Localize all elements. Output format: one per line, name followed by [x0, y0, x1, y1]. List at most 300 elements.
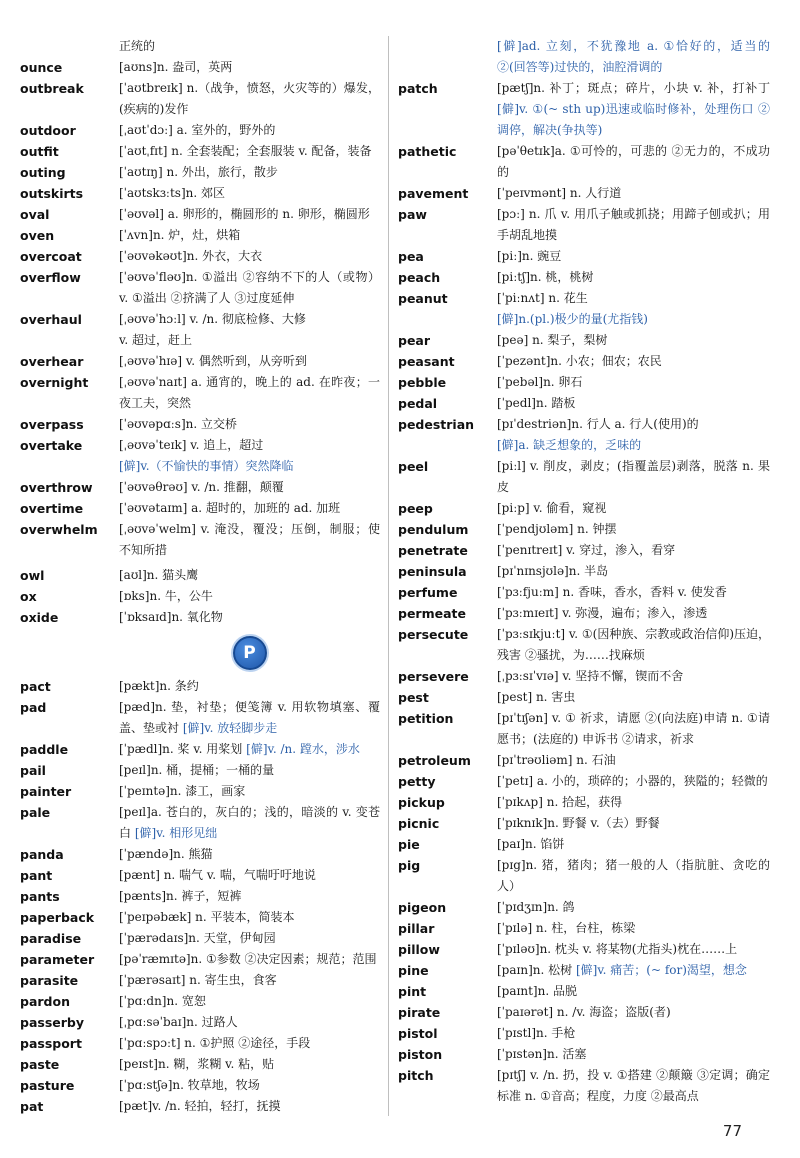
headword: peasant — [398, 354, 455, 369]
definition-text: [ˈpɪlə] n. 柱，台柱，栋梁 — [497, 921, 636, 935]
dictionary-entry — [20, 309, 380, 330]
definition — [119, 246, 380, 267]
headword: paddle — [20, 742, 69, 757]
headword: patch — [398, 81, 438, 96]
definition — [497, 666, 770, 687]
dictionary-entry — [398, 1065, 770, 1107]
headword: paperback — [20, 910, 95, 925]
definition — [497, 960, 770, 981]
definition — [119, 267, 380, 309]
dictionary-entry — [398, 372, 770, 393]
dictionary-entry — [398, 204, 770, 246]
definition-text: [ˌpɜːsɪˈvɪə] v. 坚持不懈，锲而不舍 — [497, 669, 684, 683]
dictionary-entry — [20, 697, 380, 739]
dictionary-entry — [398, 687, 770, 708]
entries-o — [20, 57, 380, 628]
definition-text: [pɪg]n. 猪，猪肉；猪一般的人（指肮脏、贪吃的人） — [497, 858, 770, 893]
definition — [497, 1065, 770, 1107]
definition — [119, 372, 380, 414]
headword: pillar — [398, 921, 435, 936]
definition-text: [ˈpedl]n. 踏板 — [497, 396, 576, 410]
dictionary-entry — [398, 540, 770, 561]
headword: ox — [20, 589, 37, 604]
definition-text: [pæt]v. /n. 轻拍，轻打，抚摸 — [119, 1099, 281, 1113]
dictionary-entry — [20, 162, 380, 183]
dictionary-entry — [20, 204, 380, 225]
definition — [119, 991, 380, 1012]
headword: parasite — [20, 973, 79, 988]
dictionary-entry — [398, 498, 770, 519]
definition — [119, 519, 380, 561]
dictionary-entry — [20, 1054, 380, 1075]
definition-text: [pætʃ]n. 补丁；斑点；碎片，小块 v. 补，打补丁 — [497, 81, 770, 95]
lead-text: 正统的 — [119, 39, 156, 53]
dictionary-entry — [398, 582, 770, 603]
dictionary-entry-continuation — [20, 456, 380, 477]
dictionary-entry — [398, 834, 770, 855]
headword: parameter — [20, 952, 95, 967]
definition-text: [ˈpɪstən]n. 活塞 — [497, 1047, 587, 1061]
definition — [497, 981, 770, 1002]
definition-text: [pəˈθetɪk]a. ①可怜的，可悲的 ②无力的，不成功的 — [497, 144, 770, 179]
definition-text: [ˈpɑːstʃə]n. 牧草地，牧场 — [119, 1078, 260, 1092]
definition — [497, 582, 770, 603]
definition-text: [pɪˈtrəʊliəm] n. 石油 — [497, 753, 616, 767]
definition — [497, 246, 770, 267]
dictionary-entry — [20, 477, 380, 498]
headword: pat — [20, 1099, 44, 1114]
definition — [119, 414, 380, 435]
dictionary-entry — [20, 246, 380, 267]
headword: pistol — [398, 1026, 438, 1041]
dictionary-entry — [398, 1023, 770, 1044]
definition — [497, 792, 770, 813]
dictionary-entry — [398, 771, 770, 792]
dictionary-entry — [20, 781, 380, 802]
definition-text: [ˈaʊtˌfɪt] n. 全套装配；全套服装 v. 配备，装备 — [119, 144, 372, 158]
definition-text: [pɪˈnɪnsjʊlə]n. 半岛 — [497, 564, 609, 578]
headword: pigeon — [398, 900, 447, 915]
definition-text: [piː]n. 豌豆 — [497, 249, 562, 263]
headword: pavement — [398, 186, 469, 201]
definition-text: [ˈɒksaɪd]n. 氧化物 — [119, 610, 223, 624]
headword: pitch — [398, 1068, 434, 1083]
definition — [119, 162, 380, 183]
dictionary-entry — [20, 1075, 380, 1096]
definition-text: [pɪtʃ] v. /n. 扔，投 v. ①搭建 ②颠簸 ③定调；确定标准 n. ①音高；程度，力度 ②最高点 — [497, 1068, 770, 1103]
definition — [497, 897, 770, 918]
headword: penetrate — [398, 543, 468, 558]
dictionary-entry — [398, 351, 770, 372]
definition-text: [ˌəʊvəˈnaɪt] a. 通宵的，晚上的 ad. 在昨夜；一夜工夫，突然 — [119, 375, 380, 410]
headword: pendulum — [398, 522, 469, 537]
left-column — [20, 36, 380, 1117]
dictionary-entry-continuation — [398, 435, 770, 456]
definition — [497, 288, 770, 309]
headword: overnight — [20, 375, 89, 390]
definition-text: [ˈpaɪərət] n. /v. 海盗；盗版(者) — [497, 1005, 671, 1019]
dictionary-entry — [20, 57, 380, 78]
definition — [497, 855, 770, 897]
definition — [497, 750, 770, 771]
dictionary-entry — [20, 928, 380, 949]
definition-text: [ˈpændə]n. 熊猫 — [119, 847, 213, 861]
definition — [497, 414, 770, 435]
headword: pail — [20, 763, 46, 778]
dictionary-entry — [20, 886, 380, 907]
definition-text: [aʊns]n. 盎司，英两 — [119, 60, 233, 74]
definition — [497, 267, 770, 288]
definition-text: [pəˈræmɪtə]n. ①参数 ②决定因素；规范；范围 — [119, 952, 377, 966]
headword: pear — [398, 333, 431, 348]
dictionary-entry — [398, 1044, 770, 1065]
definition — [497, 813, 770, 834]
definition — [119, 1012, 380, 1033]
dictionary-entry — [20, 351, 380, 372]
headword: overpass — [20, 417, 84, 432]
definition — [119, 225, 380, 246]
headword: overtake — [20, 438, 83, 453]
definition — [119, 78, 380, 120]
definition — [119, 928, 380, 949]
definition — [497, 771, 770, 792]
headword: permeate — [398, 606, 466, 621]
headword: outdoor — [20, 123, 76, 138]
definition-text: [ˈpeɪpəbæk] n. 平装本，简装本 — [119, 910, 295, 924]
dictionary-entry — [398, 393, 770, 414]
dictionary-entry — [20, 802, 380, 844]
definition — [119, 970, 380, 991]
definition-text: [ˈpɑːdn]n. 宽恕 — [119, 994, 206, 1008]
dictionary-entry — [398, 750, 770, 771]
definition — [119, 676, 380, 697]
definition-text: [ˈʌvn]n. 炉，灶，烘箱 — [119, 228, 241, 242]
definition-text: [ˈpɪknɪk]n. 野餐 v.（去）野餐 — [497, 816, 660, 830]
definition-text: [ˈpɜːsɪkjuːt] v. ①(因种族、宗教或政治信仰)压迫，残害 ②骚扰，为……找麻烦 — [497, 627, 770, 662]
dictionary-entry-continuation — [20, 330, 380, 351]
page-number: 77 — [722, 1122, 742, 1140]
definition-text: [ˌəʊvəˈwelm] v. 淹没，覆没；压倒，制服；使不知所措 — [119, 522, 380, 557]
definition-text: [peɪl]a. 苍白的，灰白的；浅的，暗淡的 v. 变苍白 — [119, 805, 380, 840]
dictionary-entry — [20, 267, 380, 309]
headword: perfume — [398, 585, 458, 600]
definition-text: [ˈpærədaɪs]n. 天堂，伊甸园 — [119, 931, 276, 945]
dictionary-entry — [398, 183, 770, 204]
definition-text: [ɒks]n. 牛，公牛 — [119, 589, 213, 603]
definition — [119, 907, 380, 928]
letter-p-badge: P — [233, 636, 267, 670]
definition — [497, 519, 770, 540]
definition — [119, 498, 380, 519]
definition — [119, 697, 380, 739]
headword: piston — [398, 1047, 443, 1062]
headword: pedestrian — [398, 417, 475, 432]
headword: peninsula — [398, 564, 467, 579]
rare-sense: [僻]v. ①(~ sth up)迅速或临时修补，处理伤口 ②调停，解决(争执等) — [497, 102, 770, 137]
definition — [119, 309, 380, 330]
definition-text: [ˈpɪdʒɪn]n. 鸽 — [497, 900, 575, 914]
definition-text: [ˈaʊtɪŋ] n. 外出，旅行，散步 — [119, 165, 278, 179]
definition — [119, 1075, 380, 1096]
definition-text: [ˈpeɪntə]n. 漆工，画家 — [119, 784, 246, 798]
dictionary-entry — [398, 960, 770, 981]
dictionary-entry — [20, 498, 380, 519]
headword: pint — [398, 984, 427, 999]
definition-text: [ˈpɪləʊ]n. 枕头 v. 将某物(尤指头)枕在……上 — [497, 942, 738, 956]
headword: overtime — [20, 501, 84, 516]
headword: overhear — [20, 354, 84, 369]
dictionary-entry — [20, 120, 380, 141]
dictionary-entry — [398, 1002, 770, 1023]
definition — [119, 844, 380, 865]
definition-text: [peɪst]n. 糊，浆糊 v. 粘，贴 — [119, 1057, 275, 1071]
headword: paradise — [20, 931, 82, 946]
headword: pebble — [398, 375, 447, 390]
definition — [497, 1044, 770, 1065]
headword: petty — [398, 774, 436, 789]
headword: pie — [398, 837, 420, 852]
dictionary-entry — [20, 1033, 380, 1054]
definition-text: [pænts]n. 裤子，短裤 — [119, 889, 242, 903]
section-letter — [20, 632, 380, 674]
headword: peanut — [398, 291, 448, 306]
definition-text: [pest] n. 害虫 — [497, 690, 576, 704]
definition-text: [pɪˈtɪʃən] v. ① 祈求，请愿 ②(向法庭)申请 n. ①请愿书；(法庭的) 申诉书 ②请求，祈求 — [497, 711, 770, 746]
definition-text: [ˌəʊvəˈhɪə] v. 偶然听到，从旁听到 — [119, 354, 307, 368]
dictionary-entry-continuation — [398, 309, 770, 330]
headword: paste — [20, 1057, 60, 1072]
dictionary-entry — [398, 981, 770, 1002]
definition-text: [piːtʃ]n. 桃，桃树 — [497, 270, 594, 284]
headword: pact — [20, 679, 51, 694]
definition — [119, 565, 380, 586]
dictionary-entry — [398, 414, 770, 435]
definition — [497, 393, 770, 414]
definition-text: [ˈpɑːspɔːt] n. ①护照 ②途径，手段 — [119, 1036, 311, 1050]
rare-sense: [僻]v. 相形见绌 — [134, 826, 218, 840]
definition — [119, 204, 380, 225]
dictionary-entry — [398, 624, 770, 666]
dictionary-entry — [398, 603, 770, 624]
headword: pillow — [398, 942, 440, 957]
definition-text: [ˈpɪstl]n. 手枪 — [497, 1026, 576, 1040]
definition-text: [ˈpeɪvmənt] n. 人行道 — [497, 186, 622, 200]
entries-right — [398, 78, 770, 1107]
definition — [119, 760, 380, 781]
dictionary-entry — [20, 739, 380, 760]
definition — [119, 739, 380, 760]
dictionary-entry — [398, 246, 770, 267]
definition-text: [ˌəʊvəˈhɔːl] v. /n. 彻底检修、大修 — [119, 312, 306, 326]
headword: overthrow — [20, 480, 93, 495]
headword: pedal — [398, 396, 438, 411]
rare-sense: [僻]v.（不愉快的事情）突然降临 — [119, 459, 294, 473]
definition-text: [ˈpezənt]n. 小农；佃农；农民 — [497, 354, 662, 368]
dictionary-entry — [20, 435, 380, 456]
definition — [497, 204, 770, 246]
definition — [497, 561, 770, 582]
list-item — [398, 36, 770, 78]
definition-text: [ˌpɑːsəˈbaɪ]n. 过路人 — [119, 1015, 238, 1029]
headword: persevere — [398, 669, 469, 684]
definition-text: [ˈpetɪ] a. 小的，琐碎的；小器的，狭隘的；轻微的 — [497, 774, 768, 788]
dictionary-entry — [20, 676, 380, 697]
entries-p — [20, 676, 380, 1117]
headword: pig — [398, 858, 421, 873]
dictionary-entry — [398, 813, 770, 834]
definition — [497, 78, 770, 141]
dictionary-entry — [398, 918, 770, 939]
headword: pant — [20, 868, 53, 883]
dictionary-entry — [20, 844, 380, 865]
rare-sense: [僻]a. 缺乏想象的，乏味的 — [497, 438, 642, 452]
definition-text: [ˈpenɪtreɪt] v. 穿过，渗入，看穿 — [497, 543, 676, 557]
dictionary-entry — [20, 141, 380, 162]
dictionary-entry — [398, 288, 770, 309]
headword: oven — [20, 228, 55, 243]
headword: pest — [398, 690, 429, 705]
definition — [119, 802, 380, 844]
headword: pale — [20, 805, 51, 820]
definition — [497, 603, 770, 624]
definition — [497, 834, 770, 855]
dictionary-entry — [398, 519, 770, 540]
headword: pirate — [398, 1005, 441, 1020]
definition — [497, 1023, 770, 1044]
definition-text: [paɪ]n. 馅饼 — [497, 837, 565, 851]
dictionary-entry — [398, 792, 770, 813]
headword: panda — [20, 847, 64, 862]
dictionary-entry — [398, 855, 770, 897]
definition — [497, 687, 770, 708]
dictionary-entry — [398, 939, 770, 960]
dictionary-entry — [398, 708, 770, 750]
headword: paw — [398, 207, 427, 222]
headword: peach — [398, 270, 441, 285]
definition — [119, 1096, 380, 1117]
definition-text: [ˈpɜːmɪeɪt] v. 弥漫，遍布；渗入，渗透 — [497, 606, 708, 620]
definition — [497, 183, 770, 204]
definition — [119, 120, 380, 141]
definition — [119, 949, 380, 970]
definition-text: [paɪnt]n. 品脱 — [497, 984, 577, 998]
definition-text: [ˈəʊvəˈfləʊ]n. ①溢出 ②容纳不下的人（或物） v. ①溢出 ②挤满了人 ③过度延伸 — [119, 270, 380, 305]
definition — [119, 886, 380, 907]
dictionary-entry — [20, 414, 380, 435]
definition-text: [aʊl]n. 猫头鹰 — [119, 568, 199, 582]
definition-text: [ˈəʊvəl] a. 卵形的，椭圆形的 n. 卵形，椭圆形 — [119, 207, 370, 221]
definition-text: [ˈəʊvətaɪm] a. 超时的，加班的 ad. 加班 — [119, 501, 341, 515]
headword: petition — [398, 711, 454, 726]
dictionary-entry — [20, 865, 380, 886]
right-column — [398, 36, 770, 1107]
dictionary-entry — [20, 78, 380, 120]
definition-text: [pɪˈdestriən]n. 行人 a. 行人(使用)的 — [497, 417, 699, 431]
dictionary-entry — [20, 991, 380, 1012]
definition-text: [ˈpebəl]n. 卵石 — [497, 375, 583, 389]
definition-text: [pɔː] n. 爪 v. 用爪子触或抓挠；用蹄子刨或扒；用手胡乱地摸 — [497, 207, 770, 242]
definition — [119, 57, 380, 78]
headword: oxide — [20, 610, 59, 625]
headword: overflow — [20, 270, 81, 285]
definition — [497, 708, 770, 750]
definition — [119, 435, 380, 456]
headword: overwhelm — [20, 522, 98, 537]
definition — [497, 351, 770, 372]
dictionary-entry — [20, 760, 380, 781]
headword: ounce — [20, 60, 63, 75]
dictionary-entry — [20, 183, 380, 204]
headword: petroleum — [398, 753, 471, 768]
dictionary-entry — [20, 225, 380, 246]
headword: picnic — [398, 816, 440, 831]
definition — [497, 498, 770, 519]
definition — [497, 624, 770, 666]
definition-text: [ˈpɜːfjuːm] n. 香味，香水，香料 v. 使发香 — [497, 585, 727, 599]
definition-text: [ˌaʊtˈdɔː] a. 室外的，野外的 — [119, 123, 276, 137]
headword: peel — [398, 459, 429, 474]
definition — [119, 351, 380, 372]
column-divider — [388, 36, 389, 1116]
dictionary-entry — [20, 1096, 380, 1117]
definition — [119, 607, 380, 628]
headword: pants — [20, 889, 60, 904]
definition-text: [ˈəʊvəkəʊt]n. 外衣，大衣 — [119, 249, 263, 263]
rare-sense: [僻]n.(pl.)极少的量(尤指钱) — [497, 312, 648, 326]
headword: persecute — [398, 627, 469, 642]
dictionary-entry — [20, 970, 380, 991]
headword: pathetic — [398, 144, 457, 159]
dictionary-entry — [20, 949, 380, 970]
rare-sense: [僻]v. /n. 蹚水，涉水 — [246, 742, 360, 756]
definition-text: [peɪl]n. 桶，提桶；一桶的量 — [119, 763, 275, 777]
headword: pardon — [20, 994, 70, 1009]
definition-text: [ˈaʊtskɜːts]n. 郊区 — [119, 186, 225, 200]
definition — [119, 781, 380, 802]
dictionary-entry — [20, 565, 380, 586]
dictionary-entry — [398, 666, 770, 687]
headword: peep — [398, 501, 433, 516]
definition-text: [ˈaʊtbreɪk] n.（战争，愤怒，火灾等的）爆发，(疾病的)发作 — [119, 81, 380, 116]
definition — [119, 477, 380, 498]
definition — [119, 586, 380, 607]
definition-text: [ˈəʊvəθrəʊ] v. /n. 推翻，颠覆 — [119, 480, 284, 494]
definition — [497, 141, 770, 183]
definition — [497, 540, 770, 561]
dictionary-entry — [398, 141, 770, 183]
headword: overcoat — [20, 249, 82, 264]
dictionary-entry — [20, 1012, 380, 1033]
rare-sense: [僻]v. 放轻脚步走 — [182, 721, 278, 735]
dictionary-entry — [398, 267, 770, 288]
headword: pasture — [20, 1078, 75, 1093]
rare-sense: [僻]v. 痛苦；(~ for)渴望，想念 — [575, 963, 747, 977]
headword: owl — [20, 568, 45, 583]
definition — [119, 1033, 380, 1054]
definition — [497, 1002, 770, 1023]
dictionary-entry — [398, 561, 770, 582]
headword: outskirts — [20, 186, 84, 201]
definition-text: [ˌəʊvəˈteɪk] v. 追上，超过 — [119, 438, 264, 452]
definition-extra: v. 超过，赶上 — [119, 333, 192, 347]
dictionary-entry — [398, 456, 770, 498]
definition-text: [ˈpiːnʌt] n. 花生 — [497, 291, 588, 305]
definition-text: [peə] n. 梨子，梨树 — [497, 333, 608, 347]
definition-text: [paɪn]n. 松树 — [497, 963, 573, 977]
definition — [497, 372, 770, 393]
definition-text: [ˈpærəsaɪt] n. 寄生虫，食客 — [119, 973, 277, 987]
definition — [119, 1054, 380, 1075]
